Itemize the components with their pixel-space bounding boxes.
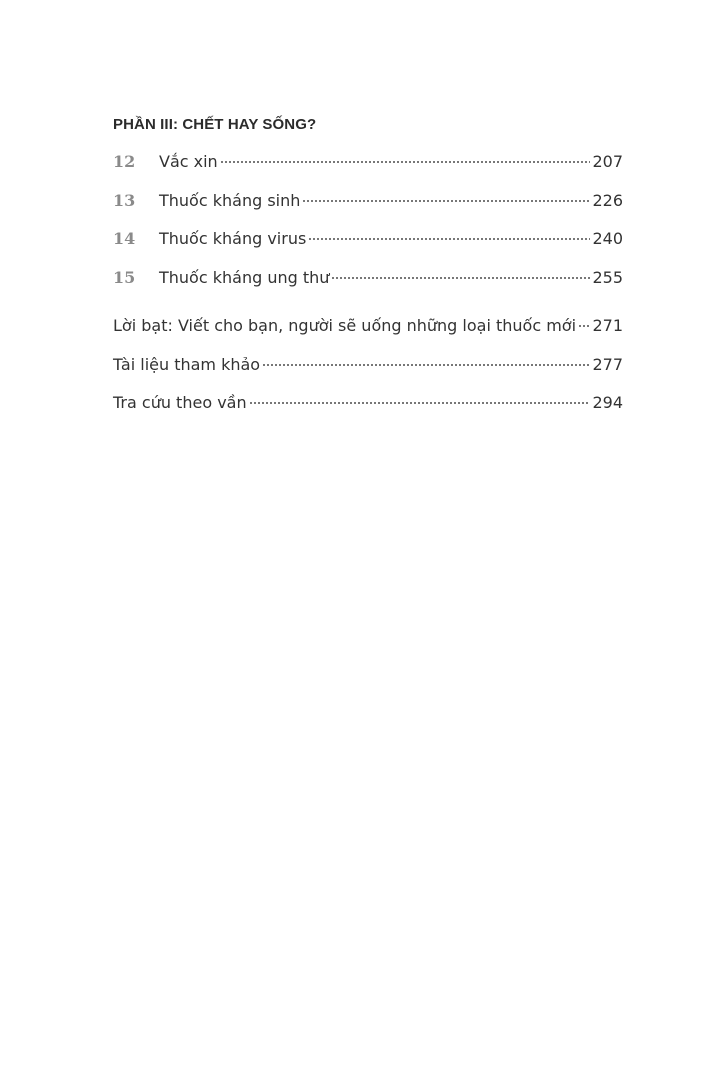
toc-entry-chapter-15[interactable] — [113, 268, 623, 292]
toc-entry-chapter-14[interactable] — [113, 229, 623, 253]
chapter-title: Thuốc kháng ung thư — [159, 268, 330, 287]
toc-entry-references[interactable] — [113, 355, 623, 379]
chapter-number: 13 — [113, 191, 136, 210]
page-number: 207 — [592, 152, 623, 171]
part-heading: PHẦN III: CHẾT HAY SỐNG? — [113, 116, 317, 133]
chapter-number: 12 — [113, 152, 136, 171]
entry-title: Lời bạt: Viết cho bạn, người sẽ uống những loại thuốc mới — [113, 316, 577, 335]
page-number: 226 — [592, 191, 623, 210]
toc-entry-index[interactable] — [113, 393, 623, 417]
dot-leader — [578, 325, 590, 327]
chapter-title: Vắc xin — [159, 152, 218, 171]
toc-entry-chapter-13[interactable] — [113, 191, 623, 215]
entry-title: Tra cứu theo vần — [113, 393, 247, 412]
entry-title: Tài liệu tham khảo — [113, 355, 261, 374]
page-number: 255 — [592, 268, 623, 287]
dot-leader — [220, 161, 591, 163]
toc-entry-chapter-12[interactable] — [113, 152, 623, 176]
dot-leader — [249, 402, 591, 404]
dot-leader — [262, 364, 590, 366]
chapter-number: 15 — [113, 268, 136, 287]
chapter-title: Thuốc kháng sinh — [159, 191, 301, 210]
page-number: 271 — [592, 316, 623, 335]
toc-entry-afterword[interactable] — [113, 316, 623, 340]
page-number: 294 — [592, 393, 623, 412]
page-number: 240 — [592, 229, 623, 248]
chapter-number: 14 — [113, 229, 136, 248]
chapter-title: Thuốc kháng virus — [159, 229, 307, 248]
dot-leader — [302, 200, 590, 202]
dot-leader — [331, 277, 590, 279]
page-number: 277 — [592, 355, 623, 374]
dot-leader — [308, 238, 590, 240]
